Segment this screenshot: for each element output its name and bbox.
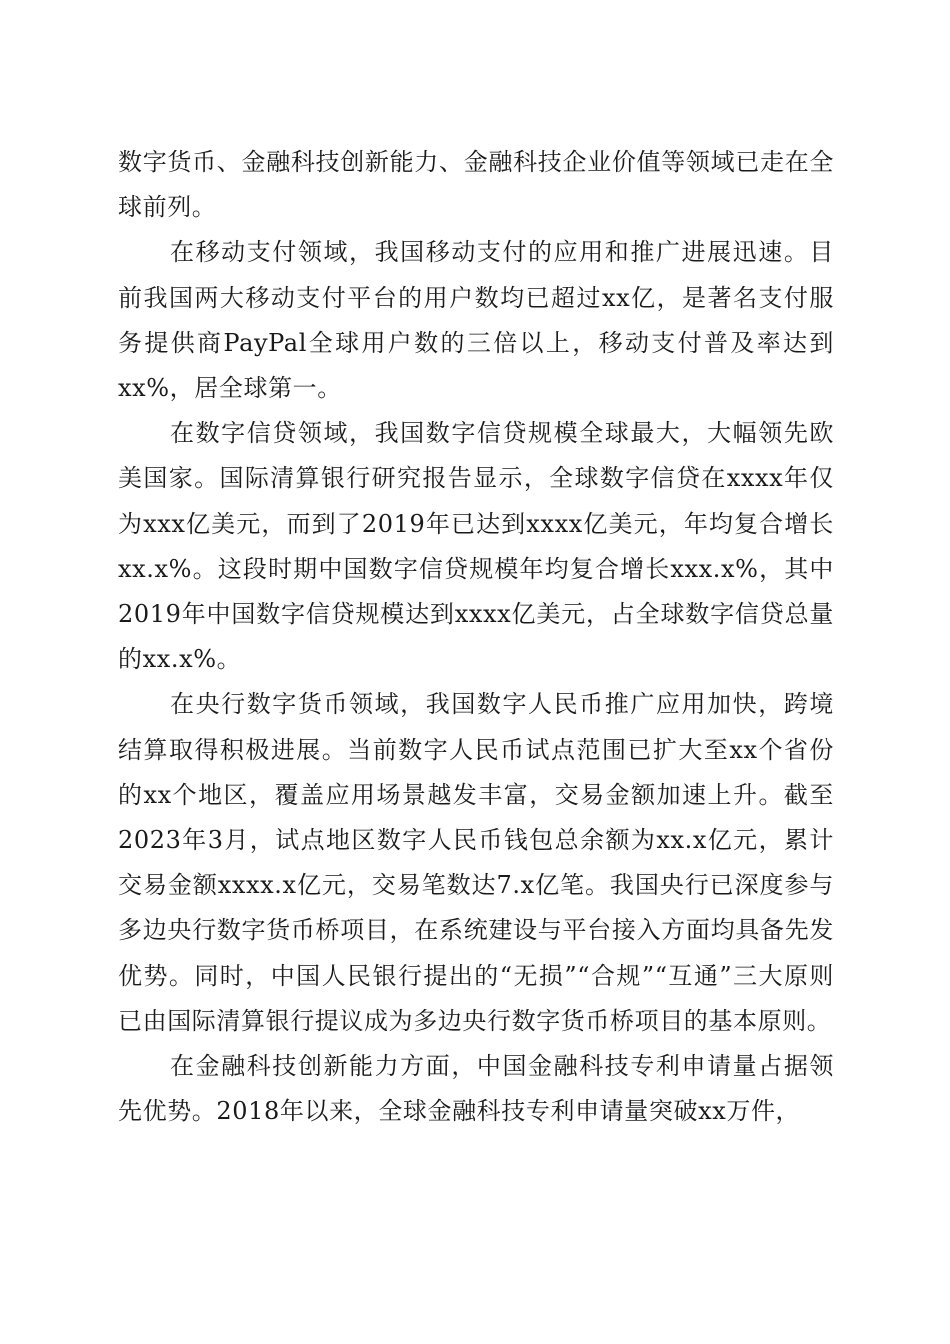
paragraph-cbdc: 在央行数字货币领域，我国数字人民币推广应用加快，跨境结算取得积极进展。当前数字人民币试点范围已扩大至xx个省份的xx个地区，覆盖应用场景越发丰富，交易金额加速上升。截至2023年3月，试点地区数字人民币钱包总余额为xx.x亿元，累计交易金额xxxx.x亿元，交易笔数达7.x亿笔。我国央行已深度参与多边央行数字货币桥项目，在系统建设与平台接入方面均具备先发优势。同时，中国人民银行提出的“无损”“合规”“互通”三大原则已由国际清算银行提议成为多边央行数字货币桥项目的基本原则。 xyxy=(118,690,834,1035)
paragraph-continuation: 数字货币、金融科技创新能力、金融科技企业价值等领域已走在全球前列。 xyxy=(118,148,834,222)
paragraph-fintech-innovation: 在金融科技创新能力方面，中国金融科技专利申请量占据领先优势。2018年以来，全球金融科技专利申请量突破xx万件， xyxy=(118,1052,834,1126)
paragraph-digital-credit: 在数字信贷领域，我国数字信贷规模全球最大，大幅领先欧美国家。国际清算银行研究报告显示，全球数字信贷在xxxx年仅为xxx亿美元，而到了2019年已达到xxxx亿美元，年均复合增长xx.x%。这段时期中国数字信贷规模年均复合增长xxx.x%，其中2019年中国数字信贷规模达到xxxx亿美元，占全球数字信贷总量的xx.x%。 xyxy=(118,419,834,674)
paragraph-mobile-payment: 在移动支付领域，我国移动支付的应用和推广进展迅速。目前我国两大移动支付平台的用户数均已超过xx亿，是著名支付服务提供商PayPal全球用户数的三倍以上，移动支付普及率达到xx%，居全球第一。 xyxy=(118,238,834,403)
body-text xyxy=(118,140,834,1134)
